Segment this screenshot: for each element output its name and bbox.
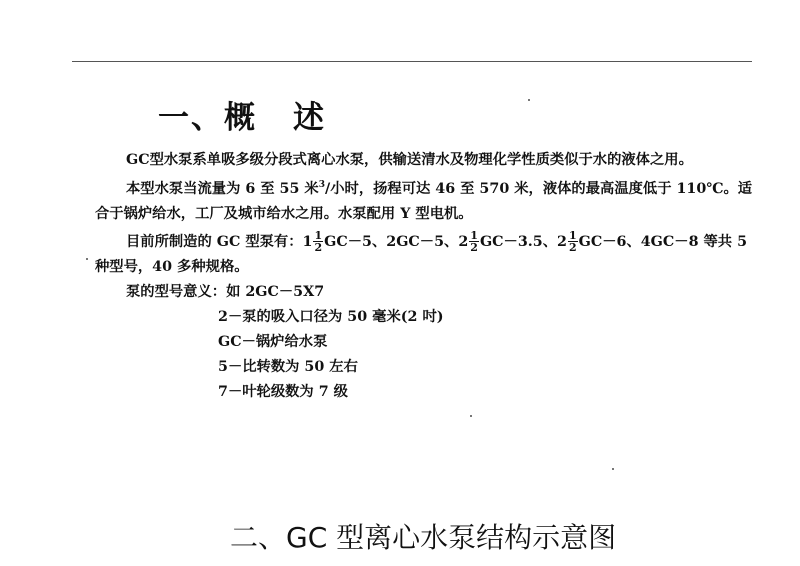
paragraph-description: GC型水泵系单吸多级分段式离心水泵，供输送清水及物理化学性质类似于水的液体之用。: [126, 152, 693, 168]
meaning-item: 5－比转数为 50 左右: [218, 358, 358, 375]
specs-text-b: /小时，扬程可达 46 至 570 米，液体的最高温度低于 110℃。适合于锅炉给水，工厂及城市给水之用。水泵配用 Y 型电机。: [95, 180, 753, 222]
fraction-numerator: 1: [568, 229, 577, 243]
model-meaning-list: [95, 305, 755, 405]
fraction-denominator: 2: [568, 241, 577, 255]
meaning-item: GC－锅炉给水泵: [218, 333, 328, 350]
scan-speck: [470, 415, 472, 417]
models-text-c: GC－3.5、2: [479, 233, 567, 250]
fraction-half: [469, 230, 479, 253]
section-heading-overview: [158, 98, 326, 138]
fraction-half: [313, 230, 323, 253]
paragraph-models: [95, 230, 755, 280]
heading-char-2: 述: [293, 100, 326, 136]
fraction-numerator: 1: [470, 229, 478, 243]
paragraph-model-meaning: 泵的型号意义：如 2GC－5X7: [126, 283, 325, 300]
scan-speck: [86, 258, 88, 260]
section-heading-structure: 二、GC 型离心水泵结构示意图: [230, 521, 617, 554]
scan-speck: [528, 99, 530, 101]
models-text-d: GC－6、4GC－8 等共 5 种型号，40 多种规格。: [95, 233, 748, 275]
fraction-half: [568, 230, 578, 253]
fraction-denominator: 2: [470, 241, 478, 255]
overview-body: [95, 148, 755, 405]
meaning-item: 7－叶轮级数为 7 级: [218, 383, 348, 400]
fraction-denominator: 2: [314, 241, 323, 255]
models-text-a: 目前所制造的 GC 型泵有：1: [126, 233, 313, 250]
section-numeral: 一、: [158, 100, 224, 136]
fraction-numerator: 1: [314, 229, 323, 243]
top-rule: [72, 61, 752, 62]
superscript-3: 3: [318, 180, 325, 190]
scan-speck: [612, 468, 614, 470]
paragraph-specs: [95, 173, 755, 227]
specs-text-a: 本型水泵当流量为 6 至 55 米: [126, 180, 319, 197]
models-text-b: GC－5、2GC－5、2: [324, 233, 469, 250]
heading-char-1: 概: [224, 100, 257, 136]
meaning-item: 2－泵的吸入口径为 50 毫米(2 吋): [218, 308, 444, 325]
